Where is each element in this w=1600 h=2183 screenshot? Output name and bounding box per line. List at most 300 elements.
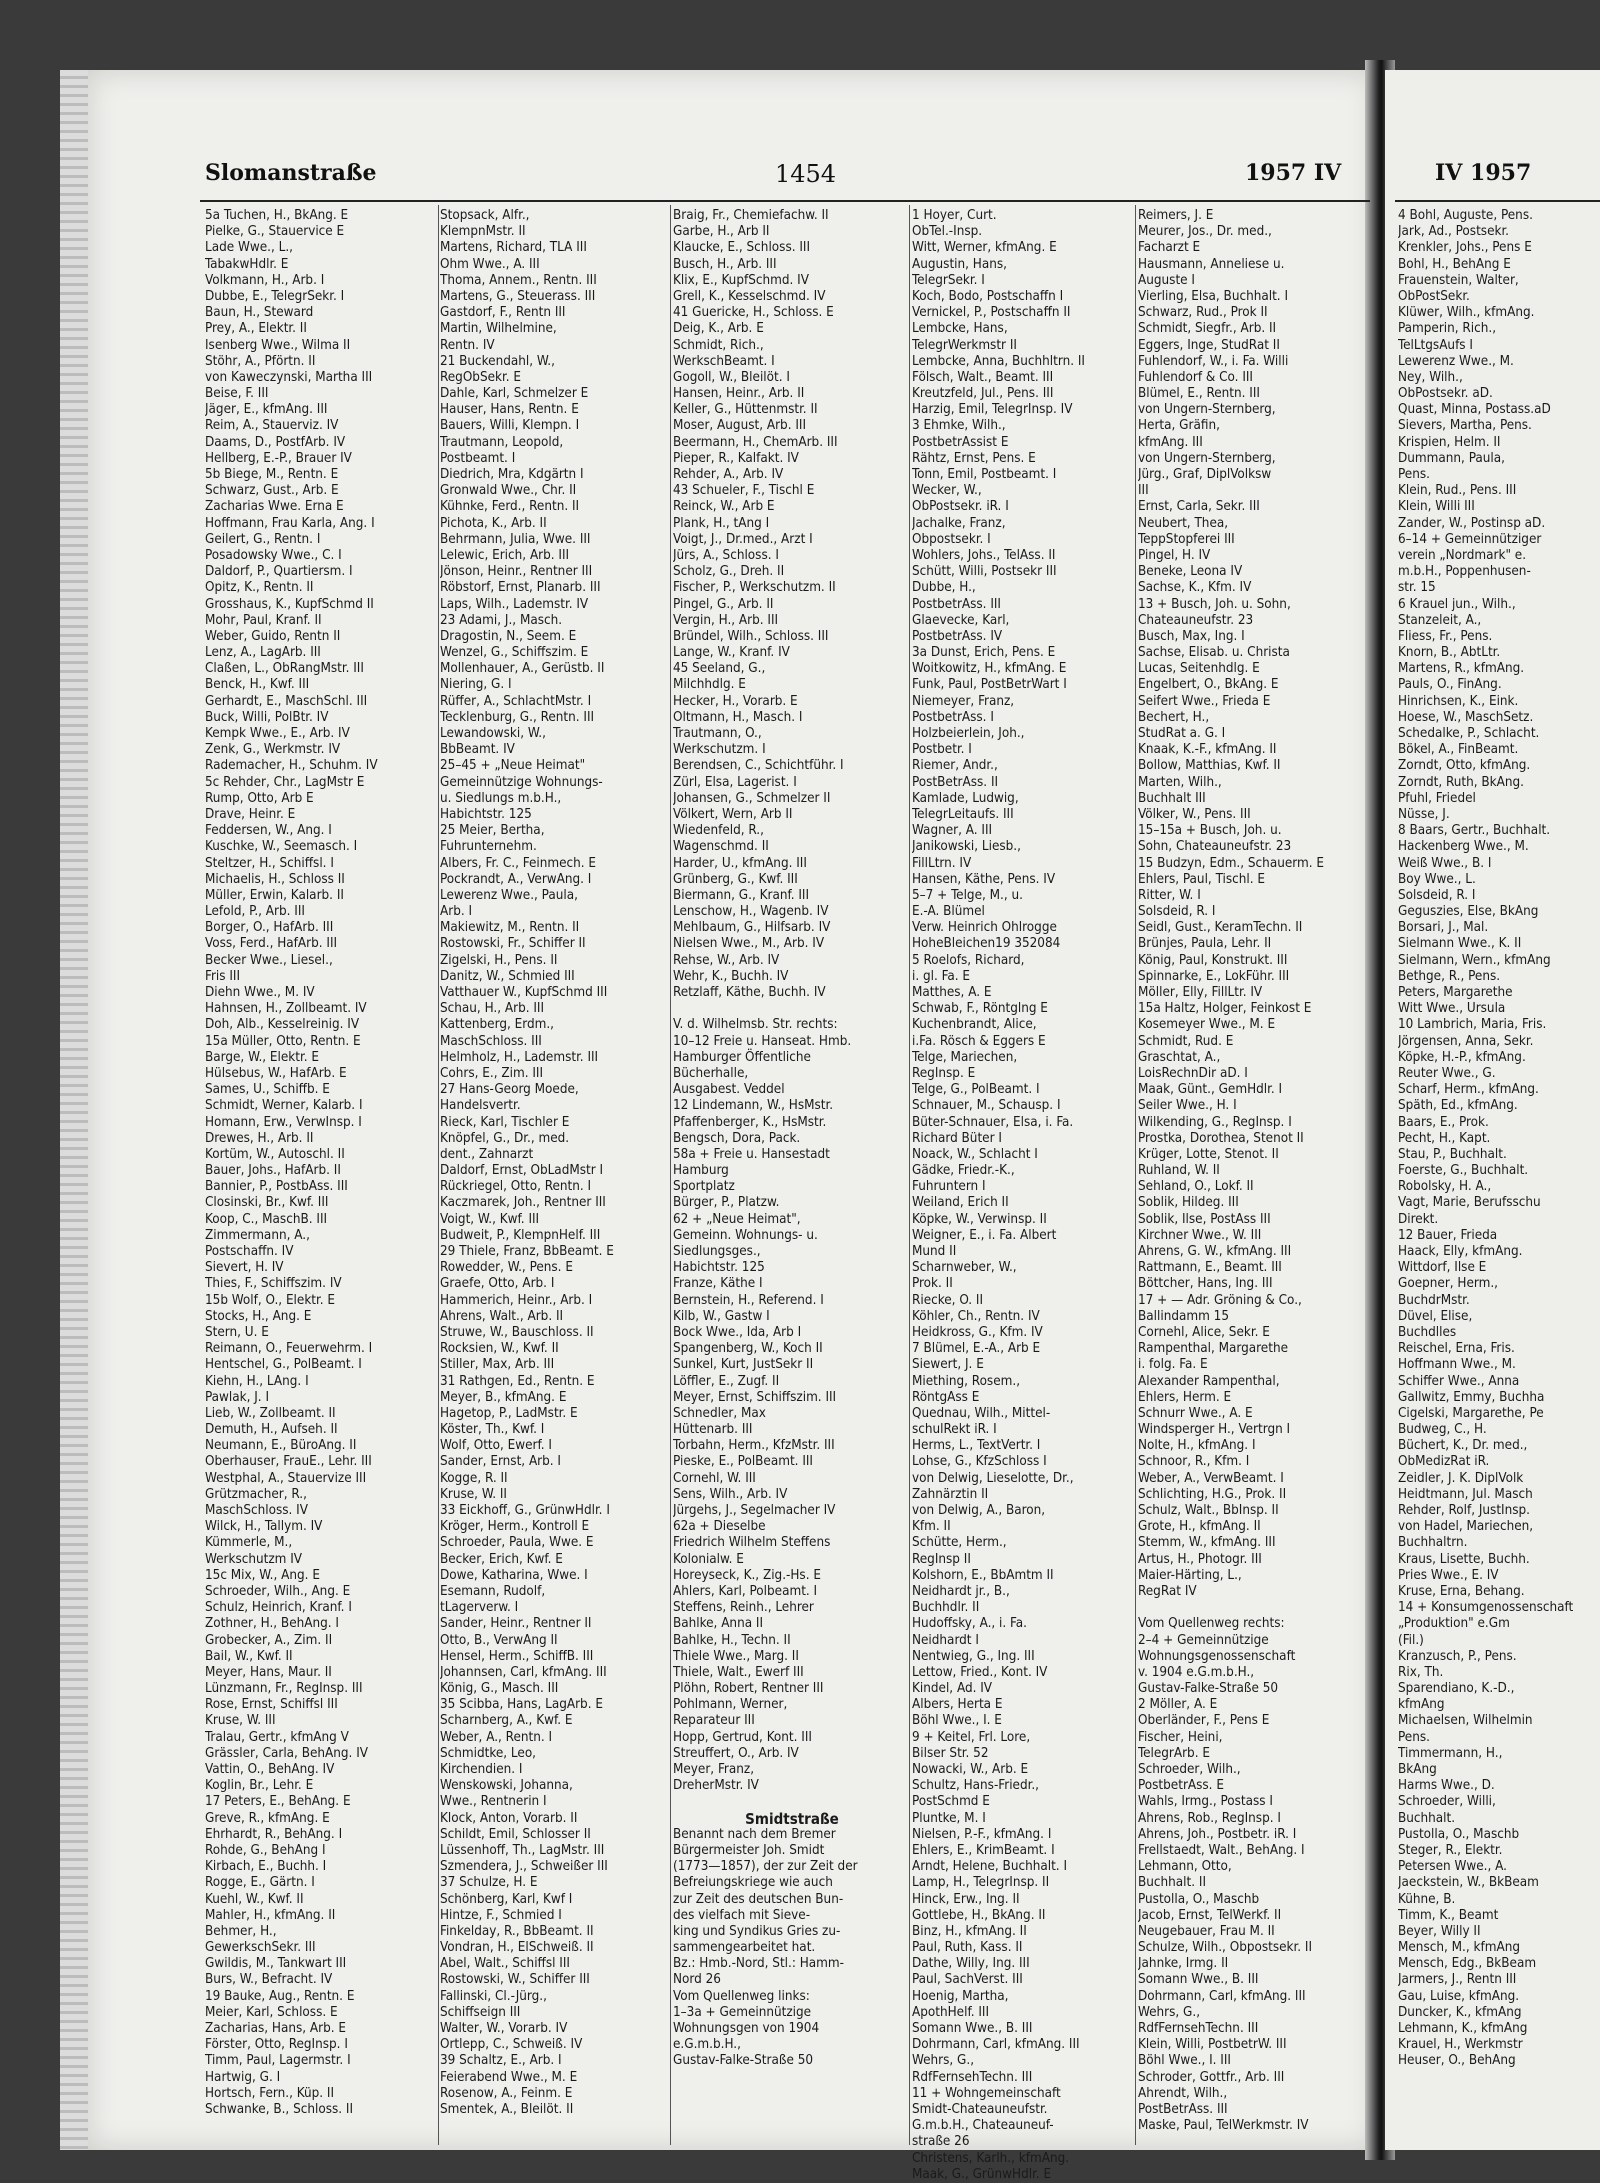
directory-entry: Schultz, Hans-Friedr., (912, 1778, 1039, 1794)
directory-entry: Gau, Luise, kfmAng. (1398, 1988, 1520, 2004)
directory-entry: 35 Scibba, Hans, LagArb. E (440, 1697, 603, 1713)
directory-entry: Gerhardt, E., MaschSchl. III (205, 693, 368, 709)
directory-entry: Klix, E., KupfSchmd. IV (673, 272, 809, 288)
directory-entry: Sames, U., Schiffb. E (205, 1082, 330, 1098)
directory-entry: Vergin, H., Arb. III (673, 612, 779, 628)
directory-entry: Scharf, Herm., kfmAng. (1398, 1082, 1539, 1098)
directory-entry: Miething, Rosem., (912, 1373, 1021, 1389)
directory-entry: tLagerverw. I (440, 1600, 519, 1616)
directory-entry: RdfFernsehTechn. III (1138, 2021, 1259, 2036)
directory-entry: Jacob, Ernst, TelWerkf. II (1138, 1907, 1282, 1923)
directory-entry: Postschaffn. IV (205, 1244, 294, 1259)
directory-entry: Sielmann Wwe., K. II (1398, 936, 1522, 952)
directory-entry: Stöhr, A., Pförtn. II (205, 353, 316, 369)
directory-entry: RegObSekr. E (440, 369, 521, 385)
directory-entry: Lewerenz Wwe., M. (1398, 353, 1514, 369)
directory-entry: Drewes, H., Arb. II (205, 1130, 314, 1146)
directory-entry: Rostowski, Fr., Schiffer II (440, 936, 586, 952)
directory-entry: Verw. Heinrich Ohlrogge (912, 920, 1057, 936)
directory-entry: Schnurr Wwe., A. E (1138, 1405, 1253, 1421)
right-page-header: IV 1957 (1435, 160, 1532, 186)
directory-entry: Hentschel, G., PolBeamt. I (205, 1357, 362, 1373)
directory-entry: Niemeyer, Franz, (912, 693, 1015, 709)
directory-entry: Daldorf, Ernst, ObLadMstr I (440, 1163, 604, 1179)
page-edge-left (60, 70, 90, 2150)
directory-entry: Gastdorf, F., Rentn III (440, 305, 566, 321)
directory-entry: 1–3a + Gemeinnützige (673, 2004, 812, 2020)
header-rule-right (1395, 200, 1600, 202)
directory-entry: Braig, Fr., Chemiefachw. II (673, 208, 829, 223)
directory-entry: Abel, Walt., Schiffsl III (440, 1956, 570, 1972)
directory-entry: Ahrens, Joh., Postbetr. iR. I (1138, 1826, 1297, 1842)
directory-entry: ObPostsekr. aD. (1398, 386, 1493, 402)
directory-entry: Hellberg, E.-P., Brauer IV (205, 450, 352, 466)
directory-entry: Wehr, K., Buchh. IV (673, 968, 789, 984)
directory-entry: Homann, Erw., VerwInsp. I (205, 1114, 362, 1130)
directory-entry: Baun, H., Steward (205, 305, 314, 321)
directory-entry: Busch, Max, Ing. I (1138, 628, 1245, 644)
directory-entry: Oberhauser, FrauE., Lehr. III (205, 1454, 372, 1470)
directory-entry: Reinck, W., Arb E (673, 499, 775, 515)
directory-entry: Witt, Werner, kfmAng. E (912, 240, 1057, 256)
directory-entry: 10 Lambrich, Maria, Fris. (1398, 1017, 1547, 1033)
directory-entry: Alexander Rampenthal, (1138, 1373, 1280, 1389)
directory-entry: Frauenstein, Walter, (1398, 272, 1519, 288)
directory-entry: Habichtstr. 125 (440, 806, 532, 822)
directory-entry: e.G.m.b.H., (673, 2037, 741, 2053)
directory-entry: Bechert, H., (1138, 709, 1210, 725)
directory-entry: Schütte, Herm., (912, 1535, 1007, 1551)
directory-entry: Zacharias, Hans, Arb. E (205, 2021, 346, 2036)
directory-entry: G.m.b.H., Chateauneuf- (912, 2118, 1054, 2134)
directory-entry: Pustolla, O., Maschb (1138, 1891, 1260, 1907)
directory-entry: Albers, Fr. C., Feinmech. E (440, 855, 597, 871)
directory-entry: Prey, A., Elektr. II (205, 321, 307, 337)
directory-entry: MaschSchloss. IV (205, 1503, 308, 1518)
directory-entry: Kühnke, Ferd., Rentn. II (440, 499, 580, 515)
directory-entry: Grote, H., kfmAng. II (1138, 1519, 1261, 1535)
directory-entry: i. gl. Fa. E (912, 968, 970, 984)
directory-entry: Fuhrunternehm. (440, 839, 537, 855)
directory-entry: Schwab, F., Röntglng E (912, 1001, 1048, 1017)
directory-entry: Fölsch, Walt., Beamt. III (912, 369, 1054, 385)
directory-entry: Maske, Paul, TelWerkmstr. IV (1138, 2118, 1309, 2134)
directory-entry: ObTel.-Insp. (912, 224, 983, 240)
directory-entry: RöntgAss E (912, 1389, 980, 1405)
directory-entry: Köpke, H.-P., kfmAng. (1398, 1049, 1526, 1065)
directory-entry: Zigelski, H., Pens. II (440, 952, 558, 968)
directory-entry: 39 Schaltz, E., Arb. I (440, 2053, 562, 2069)
directory-entry: Riecke, O. II (912, 1292, 984, 1308)
directory-entry: Löffler, E., Zugf. II (673, 1373, 780, 1389)
directory-entry: Neidhardt jr., B., (912, 1583, 1010, 1599)
directory-entry: Thoma, Annem., Rentn. III (440, 272, 597, 288)
directory-entry: Martens, Richard, TLA III (440, 240, 587, 256)
directory-entry: Ortlepp, C., Schweiß. IV (440, 2037, 583, 2053)
directory-entry: Witt Wwe., Ursula (1398, 1001, 1506, 1017)
directory-entry: Jörgensen, Anna, Sekr. (1398, 1033, 1534, 1049)
directory-entry: Prostka, Dorothea, Stenot II (1138, 1130, 1304, 1146)
directory-entry: Steger, R., Elektr. (1398, 1842, 1503, 1858)
directory-entry: Zahnärztin II (912, 1486, 989, 1502)
directory-entry: Pluntke, M. I (912, 1810, 986, 1826)
directory-entry: Handelsvertr. (440, 1098, 521, 1114)
directory-entry: Matthes, A. E (912, 985, 992, 1000)
directory-entry: Hoffmann Wwe., M. (1398, 1357, 1516, 1373)
directory-entry: Hahnsen, H., Zollbeamt. IV (205, 1001, 367, 1017)
directory-entry: Helmholz, H., Lademstr. III (440, 1049, 599, 1065)
directory-entry: Köster, Th., Kwf. I (440, 1422, 545, 1438)
directory-entry: Klein, Willi, PostbetrW. III (1138, 2037, 1287, 2053)
directory-entry: 21 Buckendahl, W., (440, 353, 555, 369)
directory-entry: Lieb, W., Zollbeamt. II (205, 1405, 336, 1421)
directory-entry: Buchhalt. (1398, 1810, 1456, 1826)
directory-entry: Bürgermeister Joh. Smidt (673, 1842, 825, 1858)
directory-entry: Bethge, R., Pens. (1398, 968, 1501, 984)
directory-entry: Retzlaff, Käthe, Buchh. IV (673, 985, 826, 1000)
directory-column-2 (440, 208, 672, 2118)
directory-entry: Bahlke, Anna II (673, 1616, 764, 1632)
directory-entry: Kaczmarek, Joh., Rentner III (440, 1195, 606, 1211)
directory-entry: Richard Büter I (912, 1130, 1002, 1146)
directory-entry: Moser, August, Arb. III (673, 418, 807, 434)
directory-entry: Mund II (912, 1244, 957, 1259)
directory-entry: Schiffer Wwe., Anna (1398, 1373, 1520, 1389)
directory-entry: Zorndt, Otto, kfmAng. (1398, 758, 1531, 774)
directory-entry: Ehrhardt, R., BehAng. I (205, 1826, 343, 1842)
directory-entry: Hansen, Käthe, Pens. IV (912, 871, 1056, 887)
directory-entry (673, 1001, 911, 1017)
directory-entry: 5b Biege, M., Rentn. E (205, 467, 339, 482)
directory-entry: TeppStopferei III (1138, 531, 1235, 547)
directory-entry: Kruse, Erna, Behang. (1398, 1583, 1525, 1599)
directory-entry: 41 Guericke, H., Schloss. E (673, 305, 834, 321)
directory-entry: Nielsen, P.-F., kfmAng. I (912, 1826, 1052, 1842)
directory-entry: Cigelski, Margarethe, Pe (1398, 1405, 1544, 1421)
directory-entry: i.Fa. Rösch & Eggers E (912, 1033, 1046, 1049)
directory-entry: Garbe, H., Arb II (673, 224, 770, 240)
directory-entry: Scholz, G., Dreh. II (673, 564, 785, 580)
directory-entry: Graschtat, A., (1138, 1049, 1221, 1065)
directory-entry: 4 Bohl, Auguste, Pens. (1398, 208, 1533, 223)
directory-entry: Heuser, O., BehAng (1398, 2053, 1516, 2069)
directory-entry: Tralau, Gertr., kfmAng V (205, 1729, 349, 1745)
directory-entry: BuchdrMstr. (1398, 1292, 1470, 1308)
directory-entry: Fuhruntern I (912, 1179, 986, 1195)
directory-entry: ObMedizRat iR. (1398, 1454, 1490, 1470)
directory-entry: Schmidtke, Leo, (440, 1745, 537, 1761)
directory-entry (673, 1794, 911, 1810)
directory-entry: Kühne, B. (1398, 1891, 1456, 1907)
directory-entry: Hoese, W., MaschSetz. (1398, 709, 1534, 725)
directory-entry: Maak, G., GrünwHdlr. E (912, 2166, 1052, 2182)
directory-entry: Bollow, Matthias, Kwf. II (1138, 758, 1281, 774)
directory-entry: 45 Seeland, G., (673, 661, 766, 677)
directory-entry: Zürl, Elsa, Lagerist. I (673, 774, 797, 790)
directory-entry: Maak, Günt., GemHdlr. I (1138, 1082, 1283, 1098)
directory-entry: Jarmers, J., Rentn III (1398, 1972, 1517, 1988)
directory-entry: Borger, O., HafArb. III (205, 920, 334, 936)
directory-entry: Brünjes, Paula, Lehr. II (1138, 936, 1272, 952)
directory-entry: Bauers, Willi, Klempn. I (440, 418, 580, 434)
directory-entry: Spangenberg, W., Koch II (673, 1341, 823, 1357)
directory-entry: von Delwig, A., Baron, (912, 1503, 1046, 1518)
directory-entry: Niering, G. I (440, 677, 512, 693)
directory-entry: Posadowsky Wwe., C. I (205, 547, 342, 563)
directory-entry: von Delwig, Lieselotte, Dr., (912, 1470, 1074, 1486)
directory-entry: Voigt, J., Dr.med., Arzt I (673, 531, 813, 547)
directory-entry: 62 + „Neue Heimat", (673, 1211, 801, 1227)
directory-entry: Lenschow, H., Wagenb. IV (673, 904, 829, 920)
directory-entry: Sachse, Elisab. u. Christa (1138, 645, 1290, 661)
directory-entry: 27 Hans-Georg Moede, (440, 1082, 579, 1098)
directory-entry: Wagner, A. III (912, 823, 993, 839)
directory-entry: Arndt, Helene, Buchhalt. I (912, 1859, 1067, 1875)
directory-entry: Ohm Wwe., A. III (440, 256, 540, 272)
directory-entry: Geguszies, Else, BkAng (1398, 904, 1539, 920)
directory-entry: 17 + — Adr. Gröning & Co., (1138, 1292, 1302, 1308)
directory-entry: Vierling, Elsa, Buchhalt. I (1138, 288, 1289, 304)
directory-entry: Ehlers, Herm. E (1138, 1389, 1232, 1405)
directory-entry: Rehder, A., Arb. IV (673, 467, 784, 482)
directory-entry: ObPostsekr. iR. I (912, 499, 1009, 515)
directory-entry: Düvel, Elise, (1398, 1308, 1473, 1324)
directory-entry: von Ungern-Sternberg, (1138, 402, 1276, 418)
directory-entry: Jaeckstein, W., BkBeam (1398, 1875, 1539, 1891)
directory-entry: Wilck, H., Tallym. IV (205, 1519, 323, 1535)
directory-entry: 31 Rathgen, Ed., Rentn. E (440, 1373, 595, 1389)
directory-entry: 3a Dunst, Erich, Pens. E (912, 645, 1056, 661)
directory-entry: Werkschutzm. I (673, 742, 766, 758)
directory-column-5 (1138, 208, 1363, 2134)
directory-entry: Torbahn, Herm., KfzMstr. III (673, 1438, 835, 1454)
directory-entry: Völkert, Wern, Arb II (673, 806, 793, 822)
directory-entry: Ausgabest. Veddel (673, 1082, 785, 1098)
directory-entry: Lünzmann, Fr., RegInsp. III (205, 1681, 363, 1697)
directory-entry: Boy Wwe., L. (1398, 871, 1476, 887)
directory-entry: 25 Meier, Bertha, (440, 823, 545, 839)
directory-entry: Kirbach, E., Buchh. I (205, 1859, 327, 1875)
directory-entry: Obpostsekr. I (912, 531, 991, 547)
directory-entry: Stopsack, Alfr., (440, 208, 530, 223)
page-number: 1454 (775, 160, 837, 188)
directory-entry: Grosshaus, K., KupfSchmd II (205, 596, 374, 612)
directory-entry: Arb. I (440, 904, 473, 920)
directory-entry: Krauel, H., Werkmstr (1398, 2037, 1523, 2053)
directory-entry: Dubbe, E., TelegrSekr. I (205, 288, 345, 304)
directory-entry: Deig, K., Arb. E (673, 321, 764, 337)
directory-entry: Scharnberg, A., Kwf. E (440, 1713, 573, 1729)
directory-entry: Rehse, W., Arb. IV (673, 952, 780, 968)
directory-entry: Beermann, H., ChemArb. III (673, 434, 838, 450)
directory-entry: Feierabend Wwe., M. E (440, 2069, 578, 2085)
directory-entry: Weiß Wwe., B. I (1398, 855, 1492, 871)
directory-entry: Vagt, Marie, Berufsschu (1398, 1195, 1541, 1211)
directory-entry: Kempk Wwe., E., Arb. IV (205, 726, 350, 741)
directory-entry: Rocksien, W., Kwf. II (440, 1341, 559, 1357)
directory-entry: Oltmann, H., Masch. I (673, 709, 803, 725)
directory-entry: 2 Möller, A. E (1138, 1697, 1218, 1713)
directory-entry: Klüwer, Wilh., kfmAng. (1398, 305, 1535, 321)
directory-entry: Wahls, Irmg., Postass I (1138, 1794, 1273, 1810)
directory-entry: Rix, Th. (1398, 1664, 1444, 1680)
directory-entry: Graefe, Otto, Arb. I (440, 1276, 555, 1292)
directory-entry: Haack, Elly, kfmAng. (1398, 1244, 1523, 1259)
directory-entry: Artus, H., Photogr. III (1138, 1551, 1262, 1567)
directory-entry: Ahrens, Walt., Arb. II (440, 1308, 564, 1324)
directory-entry: Opitz, K., Rentn. II (205, 580, 314, 596)
directory-entry: Postbetr. I (912, 742, 972, 758)
directory-entry: Beise, F. III (205, 386, 269, 402)
directory-entry: Fuhlendorf, W., i. Fa. Willi (1138, 353, 1289, 369)
directory-entry: Nüsse, J. (1398, 806, 1450, 822)
directory-entry: TelLtgsAufs I (1398, 337, 1473, 353)
directory-entry: Dowe, Katharina, Wwe. I (440, 1567, 588, 1583)
directory-entry: Schnoor, R., Kfm. I (1138, 1454, 1250, 1470)
directory-entry: str. 15 (1398, 580, 1436, 596)
directory-entry: Duncker, K., kfmAng (1398, 2004, 1522, 2020)
directory-entry: Milchhdlg. E (673, 677, 746, 693)
directory-entry: Kamlade, Ludwig, (912, 790, 1019, 806)
directory-entry: Lüssenhoff, Th., LagMstr. III (440, 1842, 605, 1858)
directory-entry: Hintze, F., Schmied I (440, 1907, 562, 1923)
directory-entry: Gronwald Wwe., Chr. II (440, 483, 577, 499)
directory-entry: Böhl Wwe., I. III (1138, 2053, 1231, 2069)
directory-entry: Ahlers, Karl, Polbeamt. I (673, 1583, 818, 1599)
directory-entry: Hackenberg Wwe., M. (1398, 839, 1529, 855)
directory-column-1 (205, 208, 441, 2118)
directory-entry: Meyer, B., kfmAng. E (440, 1389, 567, 1405)
directory-entry: Hansen, Heinr., Arb. II (673, 386, 805, 402)
directory-entry: Weiland, Erich II (912, 1195, 1009, 1211)
directory-entry: Ritter, W. I (1138, 887, 1201, 903)
directory-entry: Hopp, Gertrud, Kont. III (673, 1729, 812, 1745)
directory-entry: Werkschutzm IV (205, 1551, 303, 1567)
directory-entry: Koch, Bodo, Postschaffn I (912, 288, 1064, 304)
directory-entry: Busch, H., Arb. III (673, 256, 777, 272)
directory-entry: Pries Wwe., E. IV (1398, 1567, 1499, 1583)
directory-entry: Dohrmann, Carl, kfmAng. III (1138, 1988, 1306, 2004)
directory-entry: Pfaffenberger, K., HsMstr. (673, 1114, 827, 1130)
directory-entry: Dragostin, N., Seem. E (440, 628, 577, 644)
directory-entry: Seidl, Gust., KeramTechn. II (1138, 920, 1303, 936)
directory-entry: Michaelis, H., Schloss II (205, 871, 345, 887)
directory-entry: Friedrich Wilhelm Steffens (673, 1535, 831, 1551)
directory-entry: Knorn, B., AbtLtr. (1398, 645, 1501, 661)
directory-entry: Szmendera, J., Schweißer III (440, 1859, 608, 1875)
directory-entry: Windsperger H., Vertrgn I (1138, 1422, 1291, 1438)
directory-entry: Kindel, Ad. IV (912, 1681, 993, 1697)
directory-entry: Herms, L., TextVertr. I (912, 1438, 1041, 1454)
directory-entry: Riemer, Andr., (912, 758, 998, 774)
directory-entry: Bz.: Hmb.-Nord, Stl.: Hamm- (673, 1956, 845, 1972)
directory-entry: Buchhalt III (1138, 790, 1206, 806)
directory-entry: dent., Zahnarzt (440, 1146, 534, 1162)
directory-entry: Späth, Ed., kfmAng. (1398, 1098, 1518, 1114)
directory-entry: Stau, P., Buchhalt. (1398, 1146, 1507, 1162)
directory-entry: Zenk, G., Werkmstr. IV (205, 742, 341, 758)
directory-entry (1138, 1600, 1363, 1616)
directory-entry: Dohrmann, Carl, kfmAng. III (912, 2037, 1080, 2053)
directory-entry: Budweg, C., H. (1398, 1422, 1487, 1438)
directory-entry: i. folg. Fa. E (1138, 1357, 1208, 1373)
directory-entry: Fris III (205, 968, 241, 984)
directory-entry: Reimann, O., Feuerwehrm. I (205, 1341, 373, 1357)
directory-entry: 9 + Keitel, Frl. Lore, (912, 1729, 1031, 1745)
directory-entry: GewerkschSekr. III (205, 1940, 316, 1956)
header-rule (200, 200, 1370, 202)
directory-entry: Steffens, Reinh., Lehrer (673, 1600, 814, 1616)
directory-entry: Lehmann, K., kfmAng (1398, 2021, 1528, 2036)
directory-entry: Koop, C., MaschB. III (205, 1211, 328, 1227)
directory-entry: Knaak, K.-F., kfmAng. II (1138, 742, 1277, 758)
directory-entry: Kreutzfeld, Jul., Pens. III (912, 386, 1054, 402)
directory-entry: Stanzeleit, A., (1398, 612, 1482, 628)
directory-entry: Wiedenfeld, R., (673, 823, 764, 839)
directory-entry: PostbetrAss. I (912, 709, 994, 725)
directory-entry: Rückriegel, Otto, Rentn. I (440, 1179, 592, 1195)
directory-entry: Johansen, G., Schmelzer II (673, 790, 831, 806)
directory-entry: Solsdeid, R. I (1138, 904, 1216, 920)
directory-entry: Hauser, Hans, Rentn. E (440, 402, 579, 418)
directory-entry: HoheBleichen19 352084 (912, 936, 1061, 952)
directory-entry: Hortsch, Fern., Küp. II (205, 2085, 334, 2101)
directory-entry: Krispien, Helm. II (1398, 434, 1501, 450)
directory-entry: Blümel, E., Rentn. III (1138, 386, 1260, 402)
directory-entry: Volkmann, H., Arb. I (205, 272, 325, 288)
directory-entry: Hensel, Herm., SchiffB. III (440, 1648, 594, 1664)
directory-entry: Smidt-Chateauneufstr. (912, 2101, 1048, 2117)
directory-entry: 1 Hoyer, Curt. (912, 208, 997, 223)
directory-entry: Ney, Wilh., (1398, 369, 1463, 385)
directory-entry: Cohrs, E., Zim. III (440, 1065, 544, 1081)
directory-entry: Sohn, Chateauneufstr. 23 (1138, 839, 1292, 855)
directory-entry: Jönson, Heinr., Rentner III (440, 564, 593, 580)
directory-entry: Burs, W., Befracht. IV (205, 1972, 333, 1988)
directory-entry: Wehrs, G., (912, 2053, 975, 2069)
directory-entry: Kattenberg, Erdm., (440, 1017, 554, 1033)
directory-entry: Kolonialw. E (673, 1551, 744, 1567)
directory-entry: Kröger, Herm., Kontroll E (440, 1519, 590, 1535)
directory-entry: Rehder, Rolf, JustInsp. (1398, 1503, 1530, 1518)
directory-entry: Kiehn, H., LAng. I (205, 1373, 309, 1389)
directory-entry: PostbetrAss. E (1138, 1778, 1224, 1794)
directory-entry: König, Paul, Konstrukt. III (1138, 952, 1288, 968)
directory-entry: m.b.H., Poppenhusen- (1398, 564, 1531, 580)
directory-entry: Habichtstr. 125 (673, 1260, 765, 1276)
directory-entry: Grünberg, G., Kwf. III (673, 871, 798, 887)
directory-entry: 12 Bauer, Frieda (1398, 1227, 1498, 1243)
directory-entry: verein „Nordmark" e. (1398, 547, 1527, 563)
directory-entry: Paul, Ruth, Kass. II (912, 1940, 1023, 1956)
directory-entry: Soblik, Hildeg. III (1138, 1195, 1239, 1211)
directory-entry: FillLtrn. IV (912, 855, 972, 871)
directory-entry: Klein, Willi III (1398, 499, 1475, 515)
directory-entry: V. d. Wilhelmsb. Str. rechts: (673, 1017, 838, 1033)
directory-entry: Holzbeierlein, Joh., (912, 726, 1025, 741)
directory-entry: 11 + Wohngemeinschaft (912, 2085, 1061, 2101)
directory-entry: Wenskowski, Johanna, (440, 1778, 573, 1794)
directory-entry: Sielmann, Wern., kfmAng (1398, 952, 1551, 968)
directory-entry: Dathe, Willy, Ing. III (912, 1956, 1030, 1972)
directory-entry: (Fil.) (1398, 1632, 1424, 1648)
directory-entry: Westphal, A., Stauervize III (205, 1470, 367, 1486)
directory-entry: Makiewitz, M., Rentn. II (440, 920, 580, 936)
directory-entry: Weber, Guido, Rentn II (205, 628, 341, 644)
directory-entry: Martens, G., Steuerass. III (440, 288, 596, 304)
directory-entry: Voss, Ferd., HafArb. III (205, 936, 338, 952)
directory-entry: LoisRechnDir aD. I (1138, 1065, 1248, 1081)
